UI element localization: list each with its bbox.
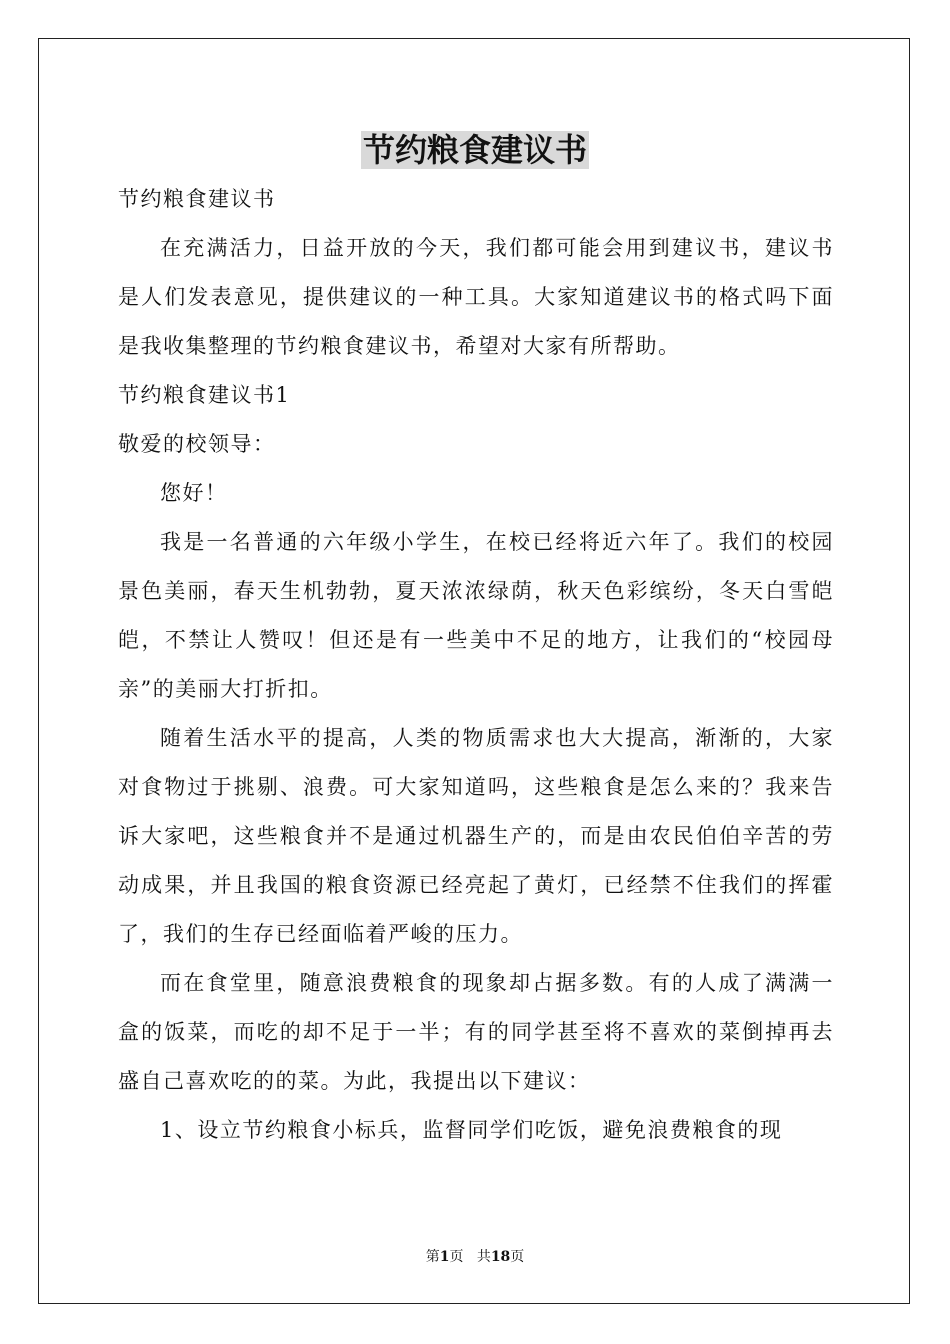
suggestion-item: 1、设立节约粮食小标兵，监督同学们吃饭，避免浪费粮食的现 <box>160 1118 783 1142</box>
body-paragraph: 而在食堂里，随意浪费粮食的现象却占据多数。有的人成了满满一盒的饭菜，而吃的却不足于一半；有的同学甚至将不喜欢的菜倒掉再去盛自己喜欢吃的的菜。为此，我提出以下建议： <box>118 971 834 1093</box>
body-paragraph: 我是一名普通的六年级小学生，在校已经将近六年了。我们的校园景色美丽，春天生机勃勃，夏天浓浓绿荫，秋天色彩缤纷，冬天白雪皑皑，不禁让人赞叹！但还是有一些美中不足的地方，让我们的“校园母亲”的美丽大打折扣。 <box>118 530 834 701</box>
subtitle-line: 节约粮食建议书 <box>118 187 276 211</box>
page-prefix: 第 <box>425 1249 440 1265</box>
salutation: 敬爱的校领导： <box>118 432 276 456</box>
greeting: 您好！ <box>160 481 228 505</box>
document-body <box>118 178 834 1155</box>
total-pages: 18 <box>490 1249 511 1265</box>
page-suffix: 页 <box>449 1249 464 1265</box>
intro-paragraph: 在充满活力，日益开放的今天，我们都可能会用到建议书，建议书是人们发表意见，提供建议的一种工具。大家知道建议书的格式吗下面是我收集整理的节约粮食建议书，希望对大家有所帮助。 <box>118 236 834 358</box>
page-footer <box>0 1248 950 1266</box>
body-paragraph: 随着生活水平的提高，人类的物质需求也大大提高，渐渐的，大家对食物过于挑剔、浪费。可大家知道吗，这些粮食是怎么来的？我来告诉大家吧，这些粮食并不是通过机器生产的，而是由农民伯伯辛苦的劳动成果，并且我国的粮食资源已经亮起了黄灯，已经禁不住我们的挥霍了，我们的生存已经面临着严峻的压力。 <box>118 726 834 946</box>
total-prefix: 共 <box>476 1249 491 1265</box>
section-heading: 节约粮食建议书1 <box>118 383 291 407</box>
document-title-text: 节约粮食建议书 <box>362 131 587 169</box>
page-number: 1 <box>439 1249 450 1265</box>
total-suffix: 页 <box>510 1249 525 1265</box>
document-title <box>0 128 950 172</box>
